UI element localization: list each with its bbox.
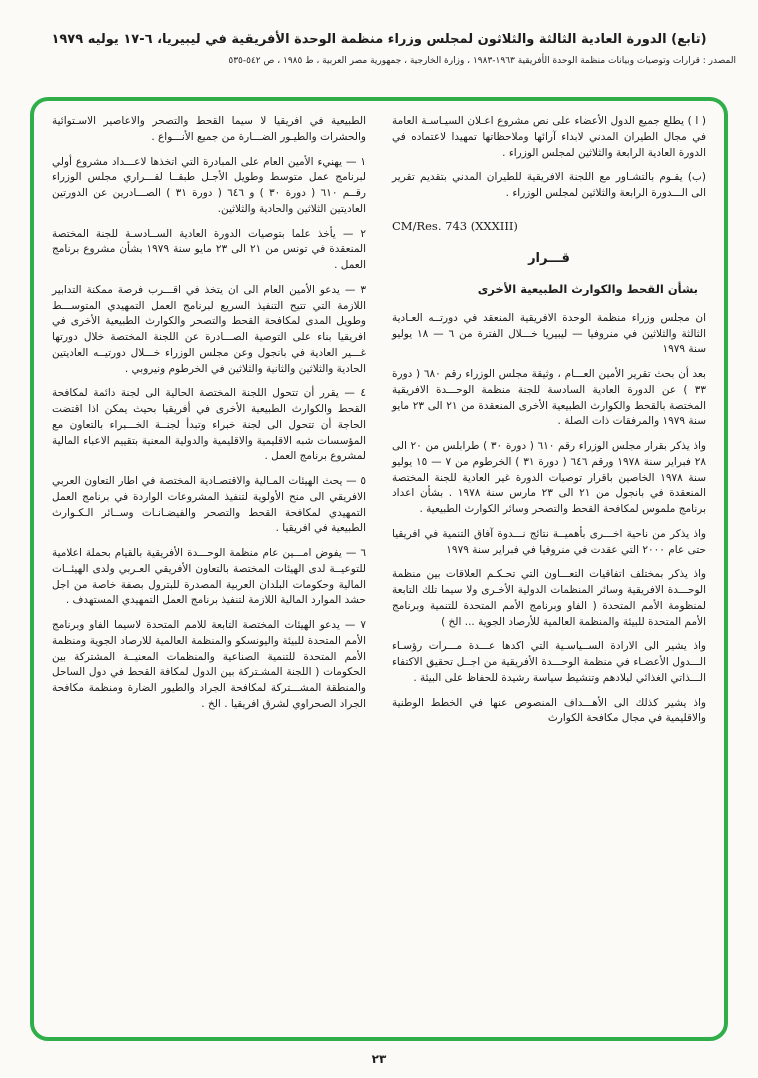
paragraph: ١ — يهنيء الأمين العام على المبادرة التي اتخذها لاعـــداد مشروع أولي لبرنامج عمل متوسط وطويل الأجـل طبقــا لقـــراري مجلس الوزراء رقــم ٦١٠ ( دورة ٣٠ ) و ٦٤٦ ( دورة ٣١ ) الصـــادرين عن الدورتين العاديتين الثلاثين والحادية والثلاثين. <box>52 155 366 215</box>
paragraph: الطبيعية في افريقيا لا سيما القحط والتصحر والاعاصير الاسـتوائية والحشرات والطيـور الضـــارة من جميع الأنـــواع . <box>52 115 366 143</box>
clause-b: (ب) يقـوم بالتشـاور مع اللجنة الافريقية للطيران المدني بتقديم تقرير الى الـــدورة الرابعة والثلاثين لمجلس الوزراء . <box>392 171 706 199</box>
resolution-title: قـــرار <box>528 251 570 266</box>
paragraph: ٢ — يأخذ علما بتوصيات الدورة العادية الســادسـة للجنة المختصة المنعقدة في تونس من ٢١ الى ٢٣ مايو سنة ١٩٧٩ بشأن مشروع برنامج العمل . <box>52 227 367 271</box>
paragraph: واذ يذكر من ناحية اخـــرى بأهميــة نتائج نـــدوة آفاق التنمية في افريقيا حتى عام ٢٠٠٠ التي عقدت في منروفيا في فبراير سنة ١٩٧٩ <box>392 527 706 556</box>
paragraph: واذ يشير كذلك الى الأهـــداف المنصوص عنها في الخطط الوطنية والاقليمية في مجال مكافحة الكوارث <box>392 696 706 725</box>
paragraph: ٤ — يقرر أن تتحول اللجنة المختصة الحالية الى لجنة دائمة لمكافحة القحط والكوارث الطبيعية الأخرى في أفريقيا بحيث يمكن اذا اقتضت الحاجة أن تتحول الى لجنة خبراء وتبدأ لجنــة الخـــبراء بالتعاون مع المؤسسات شبه الاقليمية والاقليمية والدولية المعنية بتقييم الاعباء المالية لمشروع برنامج العمل . <box>52 387 366 463</box>
resolution-reference: CM/Res. 743 (XXXIII) <box>392 218 518 233</box>
paragraph: ان مجلس وزراء منظمة الوحدة الافريقية المنعقد في دورتــه العـادية الثالثة والثلاثين في منروفيا — ليبيريا خـــلال الفترة من ٦ — ١٨ يوليو سنة ١٩٧٩ <box>392 311 706 356</box>
header-title: (تابع) الدورة العادية الثالثة والثلاثون لمجلس وزراء منظمة الوحدة الأفريقية في ليبيريا، ٦-١٧ يوليه ١٩٧٩ <box>51 32 707 47</box>
paragraph: بعد أن بحث تقرير الأمين العـــام ، وثيقة مجلس الوزراء رقم ٦٨٠ ( دورة ٣٣ ) عن الدورة العادية السادسة للجنة منظمة الوحـــدة الافريقية المختصة بالقحط والكوارث الطبيعية الأخرى المنعقدة من ٢١ الى ٢٣ مايو سنة ١٩٧٩ والمرفقات ذات الصلة . <box>392 368 707 428</box>
page-header <box>22 32 736 66</box>
left-column <box>52 114 366 1029</box>
paragraph: ٧ — يدعو الهيئات المختصة التابعة للامم المتحدة لاسيما الفاو وبرنامج الأمم المتحدة للبيئة واليونسكو والمنظمة العالمية للارصاد الجوية ومنظمة الأمم المتحدة للتنمية الصناعية والمنظمات المعنيــة المشتركة بين الحكومات ( اللجنة المشـتركة بين الدول لمكافة القحط في دول الساحل والمنطقة المشـــتركة لمكافحة الجراد والطيور الضارة ومنظمة مكافحة الجراد الصحراوي لشرق افريقيا . الخ . <box>52 619 366 710</box>
page-number: ٢٣ <box>371 1052 387 1066</box>
paragraph: ٥ — يحث الهيئات المـالية والاقتصـادية المختصة في اطار التعاون العربي الافريقي الى منح الأولوية لتنفيذ المشروعات الواردة في برنامج العمل التمهيدي لمكافحة القحط والتصحر والفيضـانـات وســائر الـكـوارث الطبيعية في افريقيا . <box>52 475 366 535</box>
header-source-line: المصدر : قرارات وتوصيات وبيانات منظمة الوحدة الأفريقية ١٩٦٣-١٩٨٣ ، وزارة الخارجية ، جمهورية مصر العربية ، ط ١٩٨٥ ، ص ٥٤٢-٥٣٥ <box>228 55 736 66</box>
paragraph: ٣ — يدعو الأمين العام الى ان يتخذ في اقـــرب فرصة ممكنة التدابير اللازمة التي تتيح التنفيذ السريع لبرنامج العمل التمهيدي المتوســـط وطويل المدى لمكافحة القحط والتصحر والكوارث الطبيعية الأخرى في افريقيا بناء على التوصية الصـــادرة عن اللجنة المختصة خلال دورتها غـــير العادية في بانجول وعن مجلس الوزراء خـــلال دورتيــه العاديتين الحادية والثلاثين والثانية والثلاثين في الخرطوم ونيروبي . <box>52 283 366 375</box>
paragraph: واذ يشير الى الارادة الســياسـية التي اكدها عـــدة مـــرات رؤسـاء الـــدول الأعضـاء في منظمة الوحـــدة الأفريقية من اجــل تحقيق الاكتفاء الـــذاتي الغذائي لبلادهم وتنشيط سياسة رشيدة للحفاظ على البيئة . <box>392 640 706 684</box>
content-border-box <box>30 97 728 1041</box>
right-column <box>392 114 706 1029</box>
text-columns <box>52 114 706 1029</box>
paragraph: واذ يذكر بمختلف اتفاقيات التعـــاون التي تحـكـم العلاقات بين منظمة الوحـــدة الافريقية وسائر المنظمات الدولية الأخـرى ولا سيما تلك التابعة لمنظومة الأمم المتحدة ( الفاو وبرنامج الأمم المتحدة للتنمية وبرنامج الأمم المتحدة للبيئة والمنظمة العالمية للأرصاد الجوية ... الخ ) <box>392 568 706 628</box>
clause-a: ( ا ) يطلع جميع الدول الأعضاء على نص مشروع اعـلان السيـاسـة العامة في مجال الطيران المدني لابداء آرائها وملاحظاتها تمهيدا لاعتماده في الدورة العادية الرابعة والثلاثين لمجلس الوزراء . <box>392 115 706 159</box>
resolution-subtitle: بشأن القحط والكوارث الطبيعية الأخرى <box>477 281 698 296</box>
page-footer <box>0 1052 758 1066</box>
paragraph: ٦ — يفوض امـــين عام منظمة الوحـــدة الأفريقية بالقيام بحملة اعلامية للتوعيــة لدى الهيئات المختصة بالتعاون الأفريقي العـربي ولدى الهيئــات المالية وحكومات البلدان العربية المصدرة للبترول بصفة خاصة من اجل حشد الموارد المالية اللازمة لتنفيذ برنامج العمل التمهيدي المستهدف . <box>52 547 366 607</box>
paragraph: واذ يذكر بقرار مجلس الوزراء رقم ٦١٠ ( دورة ٣٠ ) طرابلس من ٢٠ الى ٢٨ فبراير سنة ١٩٧٨ ورقم ٦٤٦ ( دورة ٣١ ) الخرطوم من ٧ — ١٥ يوليو سنة ١٩٧٨ الخاصين باقرار توصيات الدورة غير العادية للجنة المختصة المنعقدة في بانجول من ٢١ الى ٢٣ مارس سنة ١٩٧٨ . بشأن اعداد برنامج ملموس لمكافحة القحط والتصحر وسائر الكوارث الطبيعية . <box>392 440 707 515</box>
